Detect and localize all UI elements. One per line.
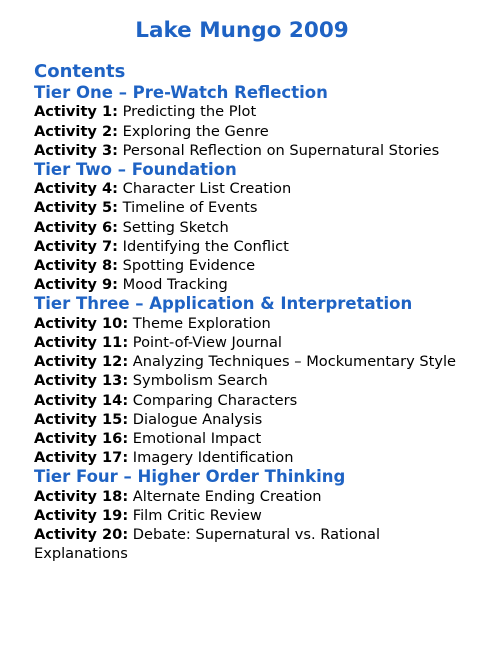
- activity-label: Activity 20:: [34, 526, 129, 544]
- activity-item: [34, 391, 464, 410]
- activity-label: Activity 17:: [34, 449, 129, 467]
- activity-label: Activity 6:: [34, 218, 118, 236]
- activity-title: Point-of-View Journal: [132, 333, 282, 351]
- activity-item: [34, 525, 464, 563]
- activity-title: Film Critic Review: [132, 506, 262, 524]
- activity-label: Activity 9:: [34, 276, 118, 294]
- activity-title: Exploring the Genre: [122, 122, 269, 140]
- activity-label: Activity 12:: [34, 353, 129, 371]
- activity-title: Alternate Ending Creation: [132, 487, 322, 505]
- activity-title: Identifying the Conflict: [122, 237, 289, 255]
- activity-item: [34, 141, 464, 160]
- activity-item: [34, 448, 464, 467]
- activity-item: [34, 506, 464, 525]
- activity-label: Activity 1:: [34, 103, 118, 121]
- activity-item: [34, 198, 464, 217]
- activity-item: [34, 102, 464, 121]
- activity-item: [34, 179, 464, 198]
- activity-item: [34, 410, 464, 429]
- activity-title: Spotting Evidence: [122, 257, 256, 275]
- activity-title: Emotional Impact: [132, 429, 262, 447]
- activity-label: Activity 18:: [34, 487, 129, 505]
- activity-title: Debate: Supernatural vs. Rational Explanations: [34, 526, 381, 563]
- activity-title: Dialogue Analysis: [132, 410, 263, 428]
- tier-heading: Tier Two – Foundation: [34, 159, 237, 179]
- activity-title: Personal Reflection on Supernatural Stories: [122, 141, 440, 159]
- activity-title: Analyzing Techniques – Mockumentary Style: [132, 353, 457, 371]
- activity-title: Comparing Characters: [132, 391, 298, 409]
- activity-label: Activity 8:: [34, 257, 118, 275]
- activity-label: Activity 3:: [34, 141, 118, 159]
- activity-item: [34, 487, 464, 506]
- activity-item: [34, 218, 464, 237]
- tier-four-section: [34, 467, 464, 563]
- activity-title: Character List Creation: [122, 180, 292, 198]
- tier-heading: Tier Four – Higher Order Thinking: [34, 467, 346, 487]
- activity-label: Activity 13:: [34, 372, 129, 390]
- activity-title: Theme Exploration: [132, 314, 271, 332]
- tier-three-section: [34, 294, 464, 467]
- activity-label: Activity 15:: [34, 410, 129, 428]
- activity-label: Activity 19:: [34, 506, 129, 524]
- activity-label: Activity 14:: [34, 391, 129, 409]
- activity-title: Symbolism Search: [132, 372, 268, 390]
- tier-heading: Tier Three – Application & Interpretation: [34, 294, 413, 314]
- tier-two-section: [34, 160, 464, 295]
- tier-heading: Tier One – Pre-Watch Reflection: [34, 83, 328, 102]
- activity-label: Activity 7:: [34, 237, 118, 255]
- activity-item: [34, 371, 464, 390]
- activity-item: [34, 275, 464, 294]
- table-of-contents: [34, 83, 464, 563]
- contents-heading: Contents: [34, 61, 126, 82]
- activity-item: [34, 333, 464, 352]
- activity-label: Activity 5:: [34, 199, 118, 217]
- activity-item: [34, 237, 464, 256]
- document-title: Lake Mungo 2009: [135, 18, 349, 43]
- activity-title: Mood Tracking: [122, 276, 228, 294]
- activity-label: Activity 16:: [34, 429, 129, 447]
- activity-title: Predicting the Plot: [122, 103, 257, 121]
- activity-title: Timeline of Events: [122, 199, 258, 217]
- activity-item: [34, 429, 464, 448]
- activity-item: [34, 352, 464, 371]
- activity-item: [34, 256, 464, 275]
- activity-item: [34, 122, 464, 141]
- activity-label: Activity 2:: [34, 122, 118, 140]
- activity-title: Setting Sketch: [122, 218, 229, 236]
- activity-label: Activity 4:: [34, 180, 118, 198]
- activity-label: Activity 10:: [34, 314, 129, 332]
- tier-one-section: [34, 83, 464, 160]
- activity-item: [34, 314, 464, 333]
- activity-title: Imagery Identification: [132, 449, 294, 467]
- activity-label: Activity 11:: [34, 333, 129, 351]
